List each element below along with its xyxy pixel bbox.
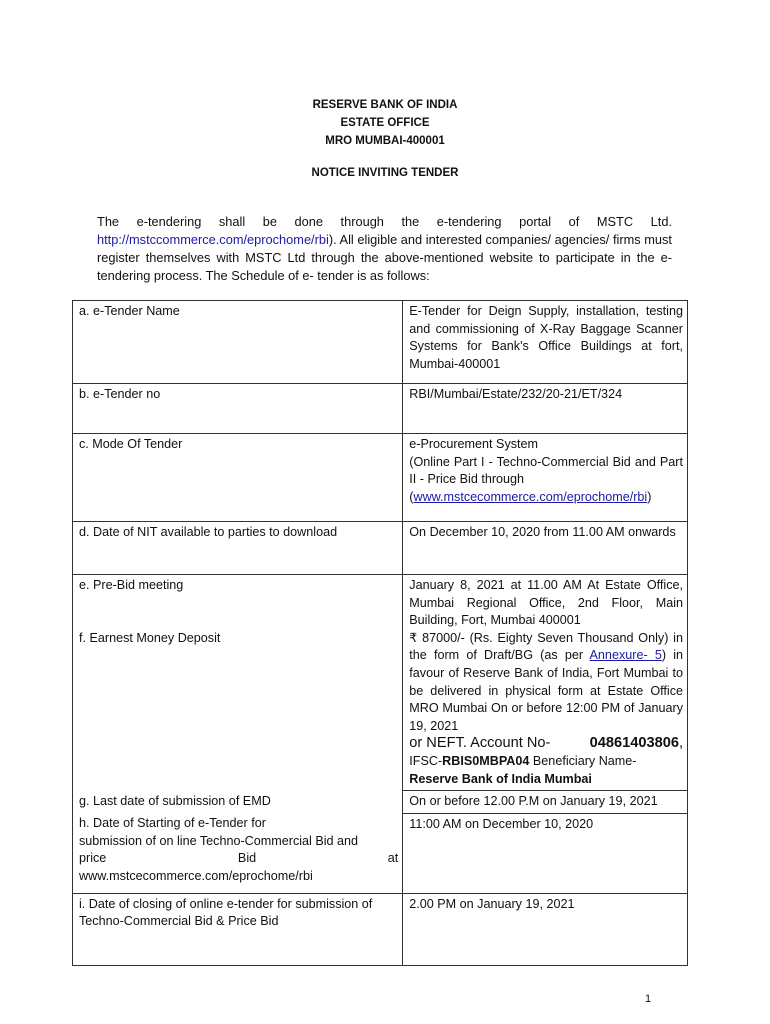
row-label: c. Mode Of Tender — [73, 434, 403, 522]
word-price: price — [79, 851, 107, 866]
intro-text-before: The e-tendering shall be done through the e-tendering portal of MSTC Ltd. — [97, 214, 672, 229]
row-value: 11:00 AM on December 10, 2020 — [403, 813, 688, 893]
annexure-link[interactable]: Annexure- 5 — [589, 648, 662, 663]
row-label: i. Date of closing of online e-tender for submission of Techno-Commercial Bid & Price Bid — [73, 893, 403, 965]
ifsc-code: RBIS0MBPA04 — [442, 753, 530, 768]
table-row — [73, 522, 688, 575]
intro-paragraph — [97, 213, 672, 285]
mode-link-close: ) — [647, 489, 652, 504]
notice-title: NOTICE INVITING TENDER — [311, 167, 459, 179]
row-label — [73, 813, 403, 893]
ifsc-line — [409, 753, 683, 771]
table-row — [73, 791, 688, 814]
row-label: d. Date of NIT available to parties to download — [73, 522, 403, 575]
start-label-line2: submission of on line Techno-Commercial Bid and — [79, 833, 359, 848]
neft-comma: , — [678, 735, 683, 752]
mode-line1: e-Procurement System — [409, 437, 539, 451]
word-at: at — [387, 851, 399, 866]
start-label-line1: h. Date of Starting of e-Tender for — [79, 816, 266, 831]
row-value: 2.00 PM on January 19, 2021 — [403, 893, 688, 965]
table-row — [73, 434, 688, 522]
header-location: MRO MUMBAI-400001 — [325, 135, 445, 147]
table-row — [73, 301, 688, 384]
beneficiary-name: Reserve Bank of India Mumbai — [409, 771, 592, 786]
row-value — [403, 575, 688, 791]
prebid-value: January 8, 2021 at 11.00 AM At Estate Office, Mumbai Regional Office, 2nd Floor, Main Building, Fort, Mumbai 400001 — [409, 578, 683, 628]
table-row — [73, 813, 688, 893]
table-row — [73, 575, 688, 791]
table-row — [73, 893, 688, 965]
mstc-link[interactable]: www.mstcecommerce.com/eprochome/rbi — [413, 489, 648, 504]
mode-link-open: ( — [409, 489, 414, 504]
tender-schedule-table — [72, 300, 688, 966]
neft-prefix: or NEFT. Account No- — [409, 735, 551, 752]
intro-text-after: ). All eligible and interested companies/ agencies/ firms must register themselves with MSTC Ltd through the above-mentioned website to participate in the e-tendering process. The Schedule of e- tender is as follows: — [97, 232, 672, 283]
word-bid: Bid — [237, 851, 257, 866]
row-value: E-Tender for Deign Supply, installation, testing and commissioning of X-Ray Baggage Scanner Systems for Bank's Office Buildings at fort, Mumbai-400001 — [403, 301, 688, 384]
start-label-line3 — [79, 850, 398, 868]
beneficiary-prefix: Beneficiary Name- — [529, 753, 637, 768]
row-label: b. e-Tender no — [73, 384, 403, 434]
row-label: a. e-Tender Name — [73, 301, 403, 384]
ifsc-prefix: IFSC- — [409, 753, 443, 768]
table-row — [73, 384, 688, 434]
row-value: RBI/Mumbai/Estate/232/20-21/ET/324 — [403, 384, 688, 434]
emd-text-2: ) in favour of Reserve Bank of India, Fort Mumbai to be delivered in physical form at Estate Office MRO Mumbai On or before 12:00 PM of January 19, 2021 — [409, 648, 684, 733]
row-value: On or before 12.00 P.M on January 19, 2021 — [403, 791, 688, 814]
row-value — [403, 434, 688, 522]
mode-link-line — [409, 489, 683, 507]
row-label — [73, 575, 403, 791]
prebid-label: e. Pre-Bid meeting — [79, 578, 184, 592]
emd-label: f. Earnest Money Deposit — [79, 631, 221, 645]
document-header — [0, 96, 770, 150]
header-org: RESERVE BANK OF INDIA — [312, 99, 458, 111]
row-value: On December 10, 2020 from 11.00 AM onwards — [403, 522, 688, 575]
emd-value — [409, 630, 683, 736]
header-office: ESTATE OFFICE — [340, 117, 430, 129]
neft-line — [409, 735, 683, 753]
mode-line2: (Online Part I - Techno-Commercial Bid and Part II - Price Bid through — [409, 454, 683, 487]
emd-text-1: ₹ 87000/- (Rs. Eighty Seven Thousand Only) in the form of Draft/BG (as per — [409, 630, 683, 663]
account-number: 04861403806 — [589, 735, 679, 752]
portal-link[interactable]: http://mstccommerce.com/eprochome/rbi — [97, 232, 329, 247]
start-label-url: www.mstcecommerce.com/eprochome/rbi — [79, 869, 313, 883]
page-number: 1 — [645, 993, 652, 1005]
row-label: g. Last date of submission of EMD — [73, 791, 403, 814]
